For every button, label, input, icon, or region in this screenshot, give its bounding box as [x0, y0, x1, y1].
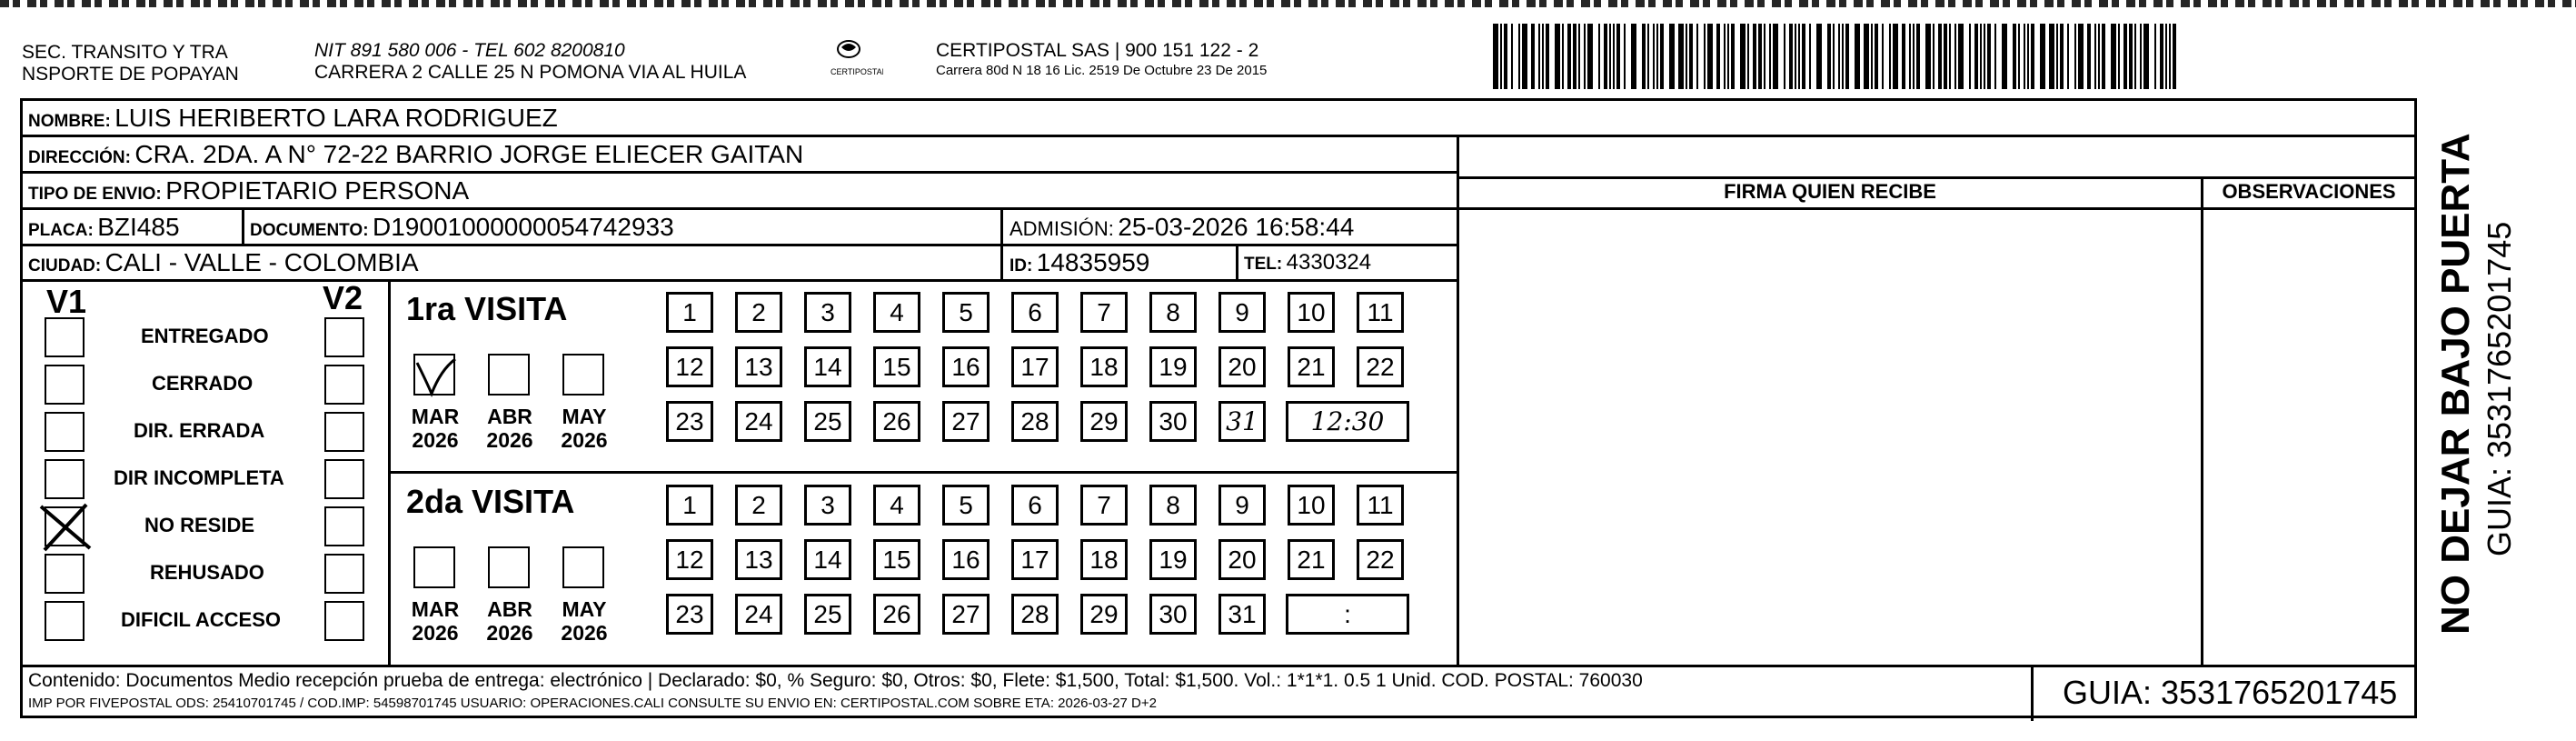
nombre-row — [28, 102, 558, 139]
v1-checkbox[interactable] — [45, 506, 85, 546]
barcode-bar — [1933, 24, 1934, 89]
barcode-bar — [1902, 24, 1905, 89]
barcode-bar — [2140, 24, 2142, 89]
barcode-bar — [1827, 24, 1831, 89]
barcode-bar — [1573, 24, 1576, 89]
barcode-bar — [2040, 24, 2045, 89]
v2-checkbox[interactable] — [324, 554, 364, 594]
day-box[interactable]: 22 — [1357, 346, 1404, 387]
barcode-bar — [1855, 24, 1860, 89]
v1-checkbox[interactable] — [45, 412, 85, 452]
day-box[interactable]: 8 — [1149, 292, 1197, 333]
barcode-bar — [1647, 24, 1649, 89]
barcode-bar — [1769, 24, 1771, 89]
barcode-bar — [1764, 24, 1765, 89]
barcode-bar — [2002, 24, 2007, 89]
barcode-bar — [2067, 24, 2069, 89]
barcode-bar — [1584, 24, 1586, 89]
day-box[interactable]: 19 — [1149, 346, 1197, 387]
x-mark-icon — [39, 503, 94, 552]
day-box[interactable]: 9 — [1218, 292, 1266, 333]
v2-checkbox[interactable] — [324, 601, 364, 641]
barcode-bar — [1653, 24, 1655, 89]
placa-cell — [28, 211, 180, 248]
day-box[interactable]: 12 — [666, 539, 713, 580]
delivery-form — [20, 98, 2417, 718]
barcode-bar — [1642, 24, 1646, 89]
barcode-bar — [1696, 24, 1698, 89]
day-box[interactable]: 4 — [873, 292, 920, 333]
barcode-bar — [1504, 24, 1507, 89]
direccion-row — [28, 138, 803, 175]
barcode-bar — [1758, 24, 1762, 89]
month-label — [403, 405, 468, 452]
barcode-bar — [1740, 24, 1746, 89]
day-box[interactable]: 13 — [735, 346, 782, 387]
month-checkbox[interactable] — [413, 354, 455, 396]
barcode-bar — [1809, 24, 1811, 89]
barcode-bar — [1578, 24, 1580, 89]
barcode-bar — [1949, 24, 1951, 89]
barcode-bar — [2102, 24, 2105, 89]
day-box[interactable]: 13 — [735, 539, 782, 580]
checkmark-icon — [413, 354, 459, 399]
barcode-bar — [1704, 24, 1706, 89]
month-label — [403, 597, 468, 645]
month-year: 2026 — [412, 428, 459, 452]
month-year: 2026 — [561, 621, 608, 645]
day-box[interactable]: 29 — [1080, 401, 1128, 442]
status-label: DIR INCOMPLETA — [114, 466, 284, 489]
barcode-bar — [2024, 24, 2025, 89]
day-box[interactable]: 2 — [735, 485, 782, 526]
day-box[interactable]: 21 — [1288, 346, 1335, 387]
barcode-bar — [1980, 24, 1982, 89]
barcode-bar — [1969, 24, 1971, 89]
barcode-bar — [1875, 24, 1878, 89]
courier-name: CERTIPOSTAL SAS | 900 151 122 - 2 — [936, 40, 1259, 61]
month-name: MAY — [562, 597, 607, 621]
day-box[interactable]: 5 — [942, 292, 990, 333]
month-name: ABR — [487, 405, 532, 428]
day-box[interactable]: 5 — [942, 485, 990, 526]
day-box[interactable]: 28 — [1011, 594, 1059, 635]
tel-cell — [1244, 246, 1371, 282]
side-guia — [2481, 175, 2519, 556]
side-warning-text: NO DEJAR BAJO PUERTA — [2433, 133, 2478, 635]
day-box[interactable]: 9 — [1218, 485, 1266, 526]
barcode-bar — [1587, 24, 1593, 89]
ciudad-value: CALI - VALLE - COLOMBIA — [104, 248, 419, 276]
barcode-bar — [2118, 24, 2120, 89]
day-box[interactable]: 29 — [1080, 594, 1128, 635]
barcode-bar — [1609, 24, 1611, 89]
barcode-bar — [1864, 24, 1869, 89]
barcode-bar — [2094, 24, 2096, 89]
firma-header: FIRMA QUIEN RECIBE — [1724, 180, 1936, 203]
barcode-bar — [1689, 24, 1693, 89]
barcode-bar — [1784, 24, 1785, 89]
nombre-label: NOMBRE: — [28, 112, 111, 131]
v2-label: V2 — [323, 279, 363, 316]
barcode-bar — [2123, 24, 2127, 89]
status-label: DIFICIL ACCESO — [121, 608, 282, 631]
v2-checkbox[interactable] — [324, 365, 364, 405]
month-label — [477, 405, 542, 452]
sender-org-line1: SEC. TRANSITO Y TRA — [22, 42, 228, 63]
barcode-bar — [2056, 24, 2058, 89]
day-box[interactable]: 3 — [804, 292, 851, 333]
barcode-bar — [2129, 24, 2133, 89]
barcode-bar — [2111, 24, 2116, 89]
barcode-bar — [2143, 24, 2149, 89]
day-box[interactable]: 19 — [1149, 539, 1197, 580]
tipo-row — [28, 175, 469, 212]
month-name: MAY — [562, 405, 607, 428]
barcode-bar — [1958, 24, 1964, 89]
barcode-bar — [1511, 24, 1513, 89]
day-box[interactable]: 26 — [873, 401, 920, 442]
v2-checkbox[interactable] — [324, 412, 364, 452]
day-box[interactable]: 4 — [873, 485, 920, 526]
direccion-label: DIRECCIÓN: — [28, 148, 131, 167]
barcode-bar — [2027, 24, 2029, 89]
side-guia-text: GUIA: 3531765201745 — [2481, 221, 2518, 556]
status-label: REHUSADO — [150, 561, 264, 584]
tipo-value: PROPIETARIO PERSONA — [165, 176, 470, 205]
barcode-bar — [1795, 24, 1796, 89]
day-box[interactable]: 24 — [735, 401, 782, 442]
day-box[interactable]: 24 — [735, 594, 782, 635]
month-name: MAR — [411, 597, 460, 621]
barcode-bar — [1660, 24, 1664, 89]
v1-checkbox[interactable] — [45, 317, 85, 357]
contenido-line: Contenido: Documentos Medio recepción prueba de entrega: electrónico | Declarado: $0, % Seguro: $0, Otros: $0, Flete: $1,500, Total: $1,500. Vol.: 1*1*1. 0.5 1 Unid. COD. POSTAL: 760030 — [28, 670, 1643, 691]
month-year: 2026 — [561, 428, 608, 452]
guia-footer: GUIA: 3531765201745 — [2063, 674, 2398, 711]
barcode-bar — [1984, 24, 1985, 89]
barcode-bar — [1731, 24, 1735, 89]
day-box[interactable]: 12 — [666, 346, 713, 387]
day-box[interactable]: 11 — [1357, 485, 1404, 526]
barcode-bar — [1669, 24, 1675, 89]
barcode-bar — [2160, 24, 2163, 89]
day-box[interactable]: 7 — [1080, 485, 1128, 526]
month-checkbox[interactable] — [488, 546, 530, 588]
barcode-bar — [1493, 24, 1498, 89]
day-box[interactable]: 31 — [1218, 594, 1266, 635]
barcode-bar — [1522, 24, 1527, 89]
courier-info — [936, 40, 1267, 79]
month-checkbox[interactable] — [562, 354, 604, 396]
visit-title: 2da VISITA — [406, 483, 575, 520]
barcode-bar — [1845, 24, 1849, 89]
day-box[interactable]: 11 — [1357, 292, 1404, 333]
id-label: ID: — [1010, 256, 1033, 275]
day-box[interactable]: 27 — [942, 401, 990, 442]
day-box[interactable]: 14 — [804, 346, 851, 387]
day-box[interactable]: 20 — [1218, 539, 1266, 580]
month-label — [552, 597, 617, 645]
v2-checkbox[interactable] — [324, 459, 364, 499]
documento-value: D19001000000054742933 — [373, 213, 674, 241]
barcode-bar — [1686, 24, 1687, 89]
documento-label: DOCUMENTO: — [250, 221, 369, 240]
barcode-bar — [1909, 24, 1911, 89]
id-cell — [1010, 246, 1149, 284]
day-box[interactable]: 25 — [804, 594, 851, 635]
barcode-bar — [1518, 24, 1520, 89]
barcode-bar — [2098, 24, 2100, 89]
barcode-bar — [1789, 24, 1793, 89]
barcode-bar — [1604, 24, 1607, 89]
day-box[interactable]: 15 — [873, 346, 920, 387]
admision-value: 25-03-2026 16:58:44 — [1118, 213, 1355, 241]
perforated-edge — [0, 0, 2576, 7]
imp-line: IMP POR FIVEPOSTAL ODS: 25410701745 / COD.IMP: 54598701745 USUARIO: OPERACIONES.CALI CONSULTE SU ENVIO EN: CERTIPOSTAL.COM SOBRE ETA: 2026-03-27 D+2 — [28, 696, 1157, 711]
placa-value: BZI485 — [97, 213, 180, 241]
barcode — [1493, 24, 2183, 89]
status-label: NO RESIDE — [144, 514, 255, 536]
barcode-bar — [1773, 24, 1778, 89]
barcode-bar — [1678, 24, 1684, 89]
ciudad-cell — [28, 246, 419, 284]
day-box[interactable]: 21 — [1288, 539, 1335, 580]
barcode-bar — [1889, 24, 1891, 89]
barcode-bar — [1542, 24, 1544, 89]
barcode-bar — [2165, 24, 2167, 89]
sender-org-line2: NSPORTE DE POPAYAN — [22, 64, 239, 85]
day-box[interactable]: 18 — [1080, 539, 1128, 580]
day-box[interactable]: 22 — [1357, 539, 1404, 580]
barcode-bar — [2031, 24, 2034, 89]
day-box[interactable]: 1 — [666, 292, 713, 333]
barcode-bar — [1833, 24, 1835, 89]
barcode-bar — [2134, 24, 2136, 89]
sender-contact — [314, 40, 746, 84]
time-box[interactable]: 12:30 — [1286, 401, 1409, 442]
day-box[interactable]: 17 — [1011, 346, 1059, 387]
day-box[interactable]: 30 — [1149, 401, 1197, 442]
barcode-bar — [1562, 24, 1564, 89]
status-label: CERRADO — [152, 372, 254, 395]
certipostal-logo-icon — [829, 35, 883, 80]
barcode-bar — [1838, 24, 1840, 89]
sender-nit: NIT 891 580 006 - TEL 602 8200810 — [314, 40, 625, 61]
footer-info — [28, 670, 1643, 711]
day-box[interactable]: 26 — [873, 594, 920, 635]
barcode-bar — [1954, 24, 1956, 89]
day-box[interactable]: 1 — [666, 485, 713, 526]
month-checkbox[interactable] — [488, 354, 530, 396]
barcode-bar — [1802, 24, 1805, 89]
barcode-bar — [1727, 24, 1729, 89]
barcode-bar — [1500, 24, 1502, 89]
tel-value: 4330324 — [1286, 250, 1372, 275]
barcode-bar — [1598, 24, 1600, 89]
barcode-bar — [2060, 24, 2064, 89]
barcode-bar — [1624, 24, 1626, 89]
barcode-bar — [1546, 24, 1549, 89]
month-year: 2026 — [486, 428, 533, 452]
day-box[interactable]: 23 — [666, 594, 713, 635]
admision-cell — [1010, 211, 1354, 248]
barcode-bar — [1994, 24, 1996, 89]
status-label: ENTREGADO — [141, 325, 269, 347]
tipo-label: TIPO DE ENVIO: — [28, 185, 162, 204]
barcode-bar — [1724, 24, 1726, 89]
courier-license: Carrera 80d N 18 16 Lic. 2519 De Octubre 23 De 2015 — [936, 63, 1268, 78]
day-box[interactable]: 2 — [735, 292, 782, 333]
v1-checkbox[interactable] — [45, 459, 85, 499]
barcode-bar — [1707, 24, 1713, 89]
direccion-value: CRA. 2DA. A N° 72-22 BARRIO JORGE ELIECER GAITAN — [134, 140, 804, 168]
day-box[interactable]: 6 — [1011, 485, 1059, 526]
month-year: 2026 — [486, 621, 533, 645]
month-label — [477, 597, 542, 645]
barcode-bar — [1538, 24, 1540, 89]
barcode-bar — [2154, 24, 2156, 89]
tel-label: TEL: — [1244, 255, 1283, 274]
month-label — [552, 405, 617, 452]
v1-checkbox[interactable] — [45, 601, 85, 641]
barcode-bar — [2049, 24, 2054, 89]
id-value: 14835959 — [1036, 248, 1150, 276]
barcode-bar — [1987, 24, 1991, 89]
logo-text: CERTIPOSTAL — [830, 67, 883, 76]
barcode-bar — [1753, 24, 1756, 89]
barcode-bar — [2087, 24, 2091, 89]
side-warning — [2433, 125, 2479, 635]
month-checkbox[interactable] — [413, 546, 455, 588]
admision-label: ADMISIÓN: — [1010, 217, 1114, 240]
v1-label: V1 — [46, 283, 87, 320]
v1-checkbox[interactable] — [45, 554, 85, 594]
month-name: MAR — [411, 405, 460, 428]
day-box[interactable]: 8 — [1149, 485, 1197, 526]
day-box[interactable]: 16 — [942, 346, 990, 387]
v1-checkbox[interactable] — [45, 365, 85, 405]
barcode-bar — [1842, 24, 1844, 89]
visit-title: 1ra VISITA — [406, 290, 568, 327]
observaciones-header: OBSERVACIONES — [2222, 180, 2396, 203]
day-box[interactable]: 20 — [1218, 346, 1266, 387]
day-box[interactable]: 16 — [942, 539, 990, 580]
barcode-bar — [2169, 24, 2171, 89]
day-box[interactable]: 31 — [1218, 401, 1266, 442]
day-box[interactable]: 15 — [873, 539, 920, 580]
barcode-bar — [1613, 24, 1615, 89]
month-year: 2026 — [412, 621, 459, 645]
placa-label: PLACA: — [28, 221, 94, 240]
sender-address: CARRERA 2 CALLE 25 N POMONA VIA AL HUILA — [314, 62, 747, 83]
barcode-bar — [1944, 24, 1947, 89]
day-box[interactable]: 30 — [1149, 594, 1197, 635]
barcode-bar — [1716, 24, 1720, 89]
month-name: ABR — [487, 597, 532, 621]
barcode-bar — [2018, 24, 2020, 89]
sender-org — [22, 42, 239, 85]
day-box[interactable]: 28 — [1011, 401, 1059, 442]
barcode-bar — [1531, 24, 1535, 89]
ciudad-label: CIUDAD: — [28, 256, 102, 275]
barcode-bar — [1882, 24, 1884, 89]
day-box[interactable]: 10 — [1288, 485, 1335, 526]
day-box[interactable]: 14 — [804, 539, 851, 580]
day-box[interactable]: 27 — [942, 594, 990, 635]
time-box[interactable]: : — [1286, 594, 1409, 635]
documento-cell — [250, 211, 674, 248]
barcode-bar — [1656, 24, 1658, 89]
barcode-bar — [1631, 24, 1636, 89]
day-box[interactable]: 25 — [804, 401, 851, 442]
v2-checkbox[interactable] — [324, 506, 364, 546]
barcode-bar — [2013, 24, 2016, 89]
day-box[interactable]: 18 — [1080, 346, 1128, 387]
barcode-bar — [1798, 24, 1800, 89]
barcode-bar — [2173, 24, 2176, 89]
v2-checkbox[interactable] — [324, 317, 364, 357]
barcode-bar — [1913, 24, 1915, 89]
barcode-bar — [1893, 24, 1898, 89]
barcode-bar — [1616, 24, 1620, 89]
day-box[interactable]: 6 — [1011, 292, 1059, 333]
month-checkbox[interactable] — [562, 546, 604, 588]
barcode-bar — [1974, 24, 1978, 89]
day-box[interactable]: 10 — [1288, 292, 1335, 333]
day-box[interactable]: 23 — [666, 401, 713, 442]
nombre-value: LUIS HERIBERTO LARA RODRIGUEZ — [114, 104, 558, 132]
barcode-bar — [1916, 24, 1920, 89]
barcode-bar — [2074, 24, 2076, 89]
barcode-bar — [2078, 24, 2084, 89]
status-label: DIR. ERRADA — [134, 419, 265, 442]
day-box[interactable]: 3 — [804, 485, 851, 526]
barcode-bar — [1555, 24, 1560, 89]
barcode-bar — [1871, 24, 1873, 89]
day-box[interactable]: 7 — [1080, 292, 1128, 333]
barcode-bar — [1938, 24, 1942, 89]
barcode-bar — [1567, 24, 1571, 89]
barcode-bar — [1816, 24, 1822, 89]
barcode-bar — [1925, 24, 1931, 89]
barcode-bar — [1747, 24, 1749, 89]
day-box[interactable]: 17 — [1011, 539, 1059, 580]
